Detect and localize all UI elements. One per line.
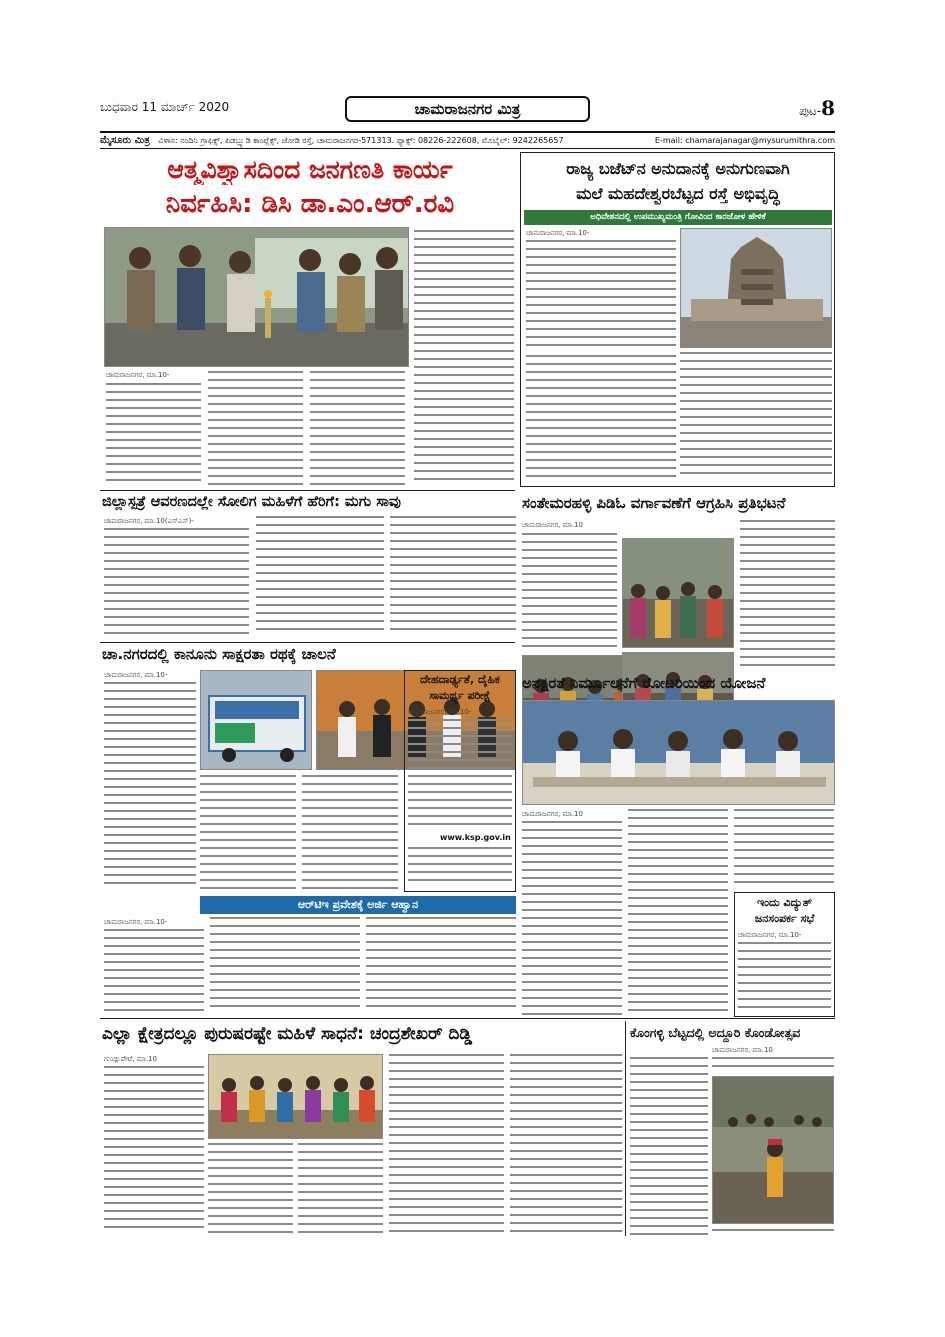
legal-text-col1 <box>104 682 196 892</box>
kongalli-lead: ಚಾಮರಾಜನಗರ, ಮಾ.10 <box>712 1046 773 1054</box>
divider-hospital-top <box>100 490 515 491</box>
pdo-photo-right-image <box>623 539 734 648</box>
power-text <box>738 942 831 1014</box>
physical-headline-2: ಸಾಮರ್ಥ್ಯ ಪರೀಕ್ಷೆ <box>429 689 491 702</box>
hospital-text-col3 <box>390 516 516 640</box>
census-text-col1 <box>106 383 201 487</box>
legal-text-col3 <box>302 775 398 892</box>
rte-text-col1 <box>104 929 204 1015</box>
physical-text-top <box>408 719 512 829</box>
budget-subhead: ಅಧಿವೇಶನದಲ್ಲಿ ಉಪಮುಖ್ಯಮಂತ್ರಿ ಗೋವಿಂದ ಕಾರಜೋಳ ಹೇಳಿಕೆ <box>524 210 832 225</box>
budget-text-bottom-right <box>680 352 832 483</box>
rte-headline: ಆರ್‌ಟಿಇ ಪ್ರವೇಶಕ್ಕೆ ಅರ್ಜಿ ಆಹ್ವಾನ <box>200 896 516 914</box>
census-text-right-lines <box>414 230 514 486</box>
rte-text-col2 <box>210 917 360 1015</box>
census-text-col2 <box>208 371 303 487</box>
kongalli-photo <box>712 1076 834 1224</box>
divider-women-top <box>100 1018 835 1019</box>
kongalli-headline: ಕೊಂಗಳ್ಳಿ ಬೆಟ್ಟದಲ್ಲಿ ಅದ್ದೂರಿ ಕೊಂಡೋತ್ಸವ <box>630 1025 801 1040</box>
rte-text-col3 <box>366 917 516 1015</box>
pdo-headline: ಸಂತೇಮರಹಳ್ಳಿ ಪಿಡಿಓ ವರ್ಗಾವಣೆಗೆ ಆಗ್ರಹಿಸಿ ಪ್ರತಿಭಟನೆ <box>522 494 786 512</box>
pdo-text-right <box>740 520 835 670</box>
page-number <box>799 96 835 120</box>
kongalli-caption <box>712 1226 834 1236</box>
census-text-col3 <box>310 371 405 487</box>
literacy-text-col1 <box>522 821 622 1017</box>
pdo-photo-right <box>622 538 734 648</box>
hospital-text-col2 <box>256 516 384 640</box>
temple-photo-image <box>681 229 832 348</box>
divider-legal-top <box>100 642 515 643</box>
pdo-lead: ಚಾಮರಾಜನಗರ, ಮಾ.10 <box>522 521 583 529</box>
women-headline: ಎಲ್ಲಾ ಕ್ಷೇತ್ರದಲ್ಲೂ ಪುರುಷರಷ್ಟೇ ಮಹಿಳೆ ಸಾಧನೆ: ಚಂದ್ರಶೇಖರ್ ದಿಡ್ಡಿ <box>102 1024 473 1044</box>
issue-date: ಬುಧವಾರ 11 ಮಾರ್ಚ್ 2020 <box>100 100 230 114</box>
physical-url: www.ksp.gov.in <box>440 833 511 842</box>
literacy-headline: ಅನಕ್ಷರತೆ ನಿರ್ಮೂಲನೆಗೆ ರೋಟರಿಯಿಂದ ಯೋಜನೆ <box>522 674 766 692</box>
legal-photo-bus <box>200 670 312 770</box>
women-text-col5 <box>510 1054 622 1236</box>
census-photo <box>104 227 409 367</box>
literacy-photo <box>522 700 835 805</box>
women-text-col2 <box>208 1143 293 1236</box>
kongalli-text-left <box>630 1057 708 1236</box>
literacy-photo-image <box>523 701 835 805</box>
census-photo-image <box>105 228 409 367</box>
census-headline-1: ಆತ್ಮವಿಶ್ವಾಸದಿಂದ ಜನಗಣತಿ ಕಾರ್ಯ <box>167 155 453 184</box>
women-text-col1 <box>104 1066 204 1236</box>
imprint-line <box>100 131 835 149</box>
imprint-brand: ಮೈಸೂರು ಮಿತ್ರ <box>100 135 150 146</box>
imprint-email: E-mail: chamarajanagar@mysurumithra.com <box>654 136 835 145</box>
literacy-text-col2 <box>628 809 728 1017</box>
census-lead: ಚಾಮರಾಜನಗರ, ಮಾ.10- <box>106 371 170 379</box>
page-label: ಪುಟ- <box>799 104 822 118</box>
rte-lead: ಚಾಮರಾಜನಗರ, ಮಾ.10- <box>104 918 168 926</box>
pdo-text-left <box>522 533 617 651</box>
hospital-text-col1 <box>104 528 249 640</box>
physical-lead: ಚಾಮರಾಜನಗರ, ಮಾ.10- <box>408 708 472 716</box>
newspaper-title: ಚಾಮರಾಜನಗರ ಮಿತ್ರ <box>345 96 590 122</box>
women-photo <box>208 1054 383 1139</box>
budget-text-top <box>526 240 676 350</box>
physical-headline-1: ದೇಹದಾರ್ಢ್ಯತೆ, ದೈಹಿಕ <box>420 673 500 686</box>
literacy-text-col3 <box>734 809 834 889</box>
kongalli-text-right <box>712 1057 834 1073</box>
literacy-lead: ಚಾಮರಾಜನಗರ, ಮಾ.10 <box>522 810 583 818</box>
women-photo-image <box>209 1055 383 1139</box>
kongalli-photo-image <box>713 1077 834 1224</box>
divider-kongalli <box>625 1021 626 1236</box>
census-headline-2: ನಿರ್ವಹಿಸಿ: ಡಿಸಿ ಡಾ.ಎಂ.ಆರ್.ರವಿ <box>165 189 455 219</box>
power-lead: ಚಾಮರಾಜನಗರ, ಮಾ.10- <box>738 931 802 939</box>
legal-text-col2 <box>200 775 296 892</box>
women-text-col3 <box>298 1143 383 1236</box>
census-text-right <box>414 228 514 486</box>
page-number-value: 8 <box>821 96 835 120</box>
women-lead: ಗುಂಡ್ಲುಪೇಟೆ, ಮಾ.10 <box>104 1055 157 1063</box>
power-headline-1: ಇಂದು ವಿದ್ಯುತ್ <box>756 896 813 909</box>
imprint-address: ವಿಳಾಸ: ನಂದಿನಿ ಗ್ರಾಫಿಕ್ಸ್, ಪಿಡಬ್ಲ್ಯುಡಿ ಕಾಂಪ್ಲೆಕ್ಸ್, ಜೋಡಿ ರಸ್ತೆ, ಚಾಮರಾಜನಗರ-571313. ಫ್ಯಾಕ್ಸ್: 08226-222608, ಮೊಬೈಲ್: 9242265657 <box>158 136 564 145</box>
budget-headline-2: ಮಲೆ ಮಹದೇಶ್ವರಬೆಟ್ಟದ ರಸ್ತೆ ಅಭಿವೃದ್ಧಿ <box>576 184 780 203</box>
temple-photo <box>680 228 832 348</box>
legal-lead: ಚಾಮರಾಜನಗರ, ಮಾ.10- <box>104 671 168 679</box>
budget-text-bottom-left <box>526 355 676 483</box>
masthead <box>100 94 835 130</box>
budget-lead: ಚಾಮರಾಜನಗರ, ಮಾ.10- <box>526 229 590 237</box>
budget-headline-1: ರಾಜ್ಯ ಬಜೆಟ್‌ನ ಅನುದಾನಕ್ಕೆ ಅನುಗುಣವಾಗಿ <box>566 159 790 178</box>
hospital-lead: ಚಾಮರಾಜನಗರ, ಮಾ.10(ಎಸ್‌ಎಸ್)- <box>104 517 194 525</box>
power-headline-2: ಜನಸಂಪರ್ಕ ಸಭೆ <box>754 912 815 925</box>
kongalli-caption-lines <box>712 1229 834 1236</box>
legal-photo-bus-image <box>201 671 312 770</box>
physical-text-bottom <box>408 847 512 889</box>
women-text-col4 <box>389 1054 504 1236</box>
hospital-headline: ಜಿಲ್ಲಾಸ್ಪತ್ರೆ ಆವರಣದಲ್ಲೇ ಸೋಲಿಗ ಮಹಿಳೆಗೆ ಹೆರಿಗೆ: ಮಗು ಸಾವು <box>102 494 401 510</box>
legal-headline: ಚಾ.ನಗರದಲ್ಲಿ ಕಾನೂನು ಸಾಕ್ಷರತಾ ರಥಕ್ಕೆ ಚಾಲನೆ <box>102 645 336 663</box>
